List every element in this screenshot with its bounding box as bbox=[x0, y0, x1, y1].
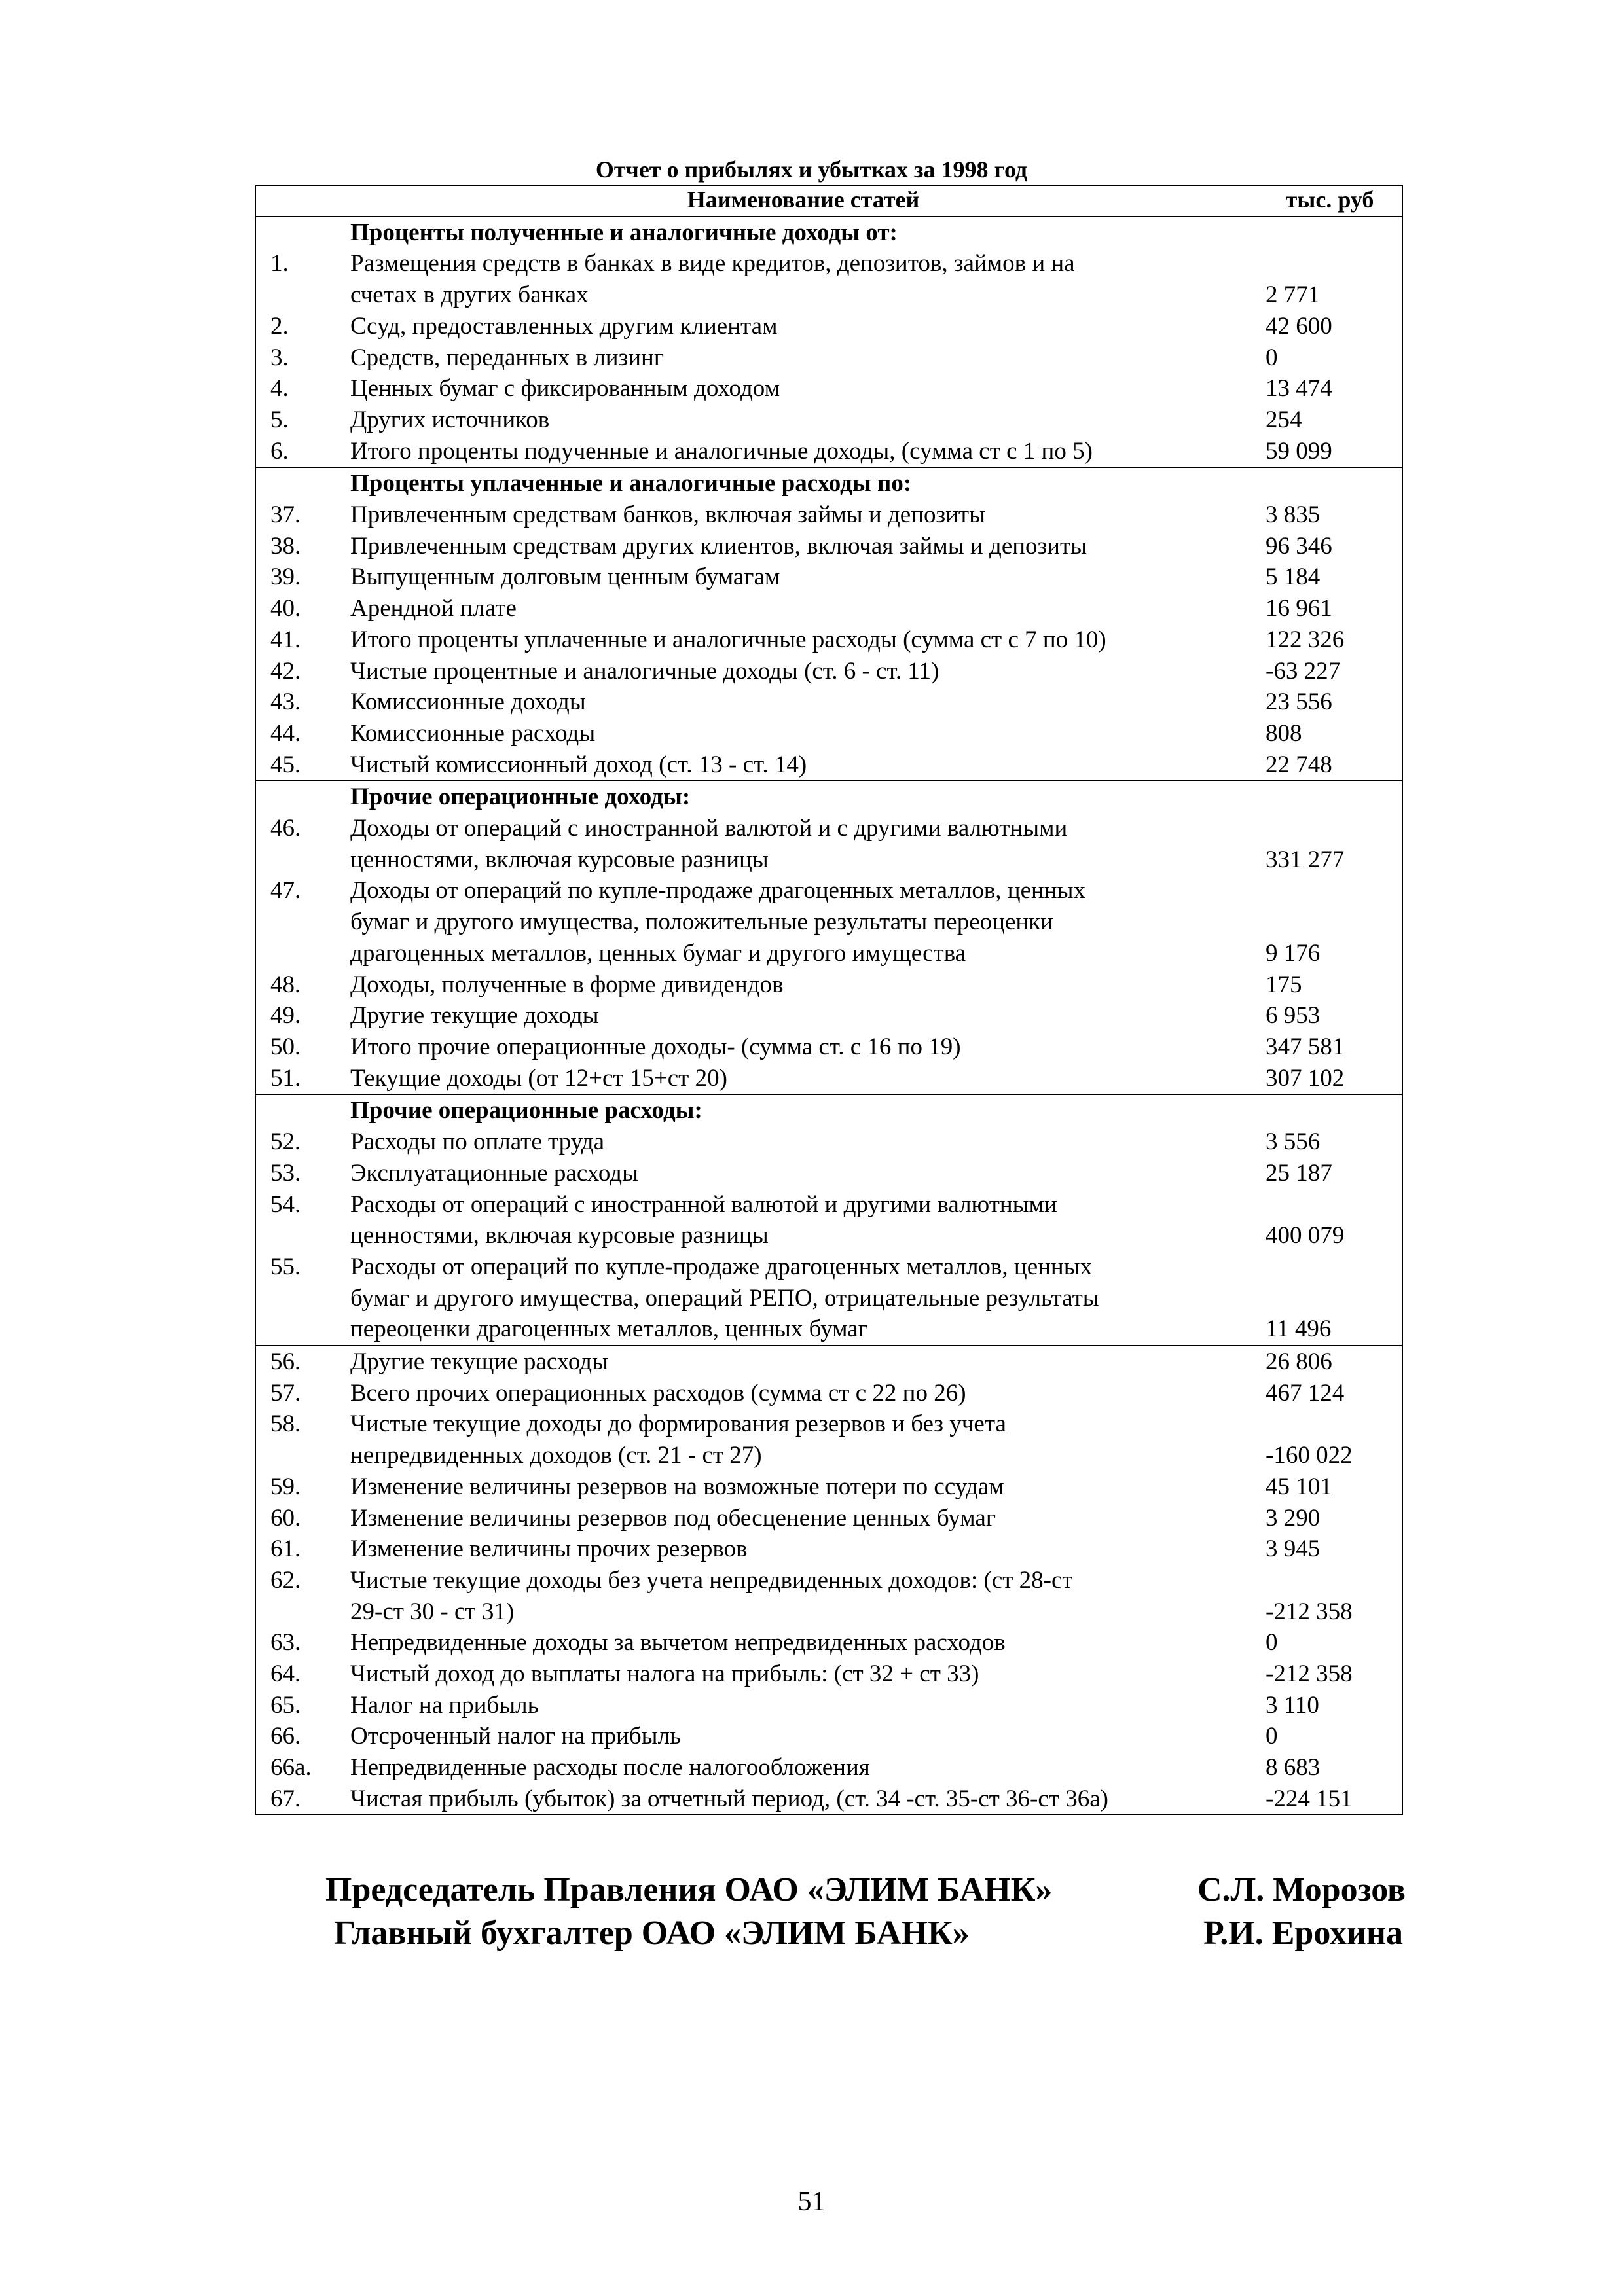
row-value: 254 bbox=[1266, 406, 1302, 433]
row-number: 52. bbox=[270, 1128, 301, 1156]
row-value: 467 124 bbox=[1266, 1379, 1345, 1407]
page-number: 51 bbox=[797, 2187, 826, 2217]
row-number: 58. bbox=[270, 1410, 301, 1438]
profit-loss-table bbox=[255, 185, 1403, 1815]
row-number bbox=[255, 1314, 350, 1346]
row-name: Чистые текущие доходы без учета непредвиденных доходов: (ст 28-ст bbox=[350, 1566, 1073, 1594]
table-row bbox=[255, 1346, 1403, 1378]
row-number: 45. bbox=[270, 751, 301, 778]
row-name: Других источников bbox=[350, 406, 550, 433]
row-name: Выпущенным долговым ценным бумагам bbox=[350, 564, 780, 591]
table-row bbox=[255, 1440, 1403, 1471]
row-name: Ценных бумаг с фиксированным доходом bbox=[350, 375, 780, 403]
row-number: 67. bbox=[270, 1785, 301, 1812]
row-number: 6. bbox=[270, 437, 289, 465]
row-name: Средств, переданных в лизинг bbox=[350, 344, 664, 371]
row-number bbox=[255, 1220, 350, 1251]
row-value: 3 835 bbox=[1266, 501, 1321, 529]
row-name: бумаг и другого имущества, положительные результаты переоценки bbox=[350, 908, 1053, 936]
table-row bbox=[255, 1471, 1403, 1503]
row-number bbox=[255, 906, 350, 938]
table-row bbox=[255, 1158, 1403, 1189]
row-name: Отсроченный налог на прибыль bbox=[350, 1723, 681, 1750]
row-number: 55. bbox=[270, 1253, 301, 1280]
signature-accountant-name: Р.И. Ерохина bbox=[1203, 1914, 1403, 1952]
table-header-row bbox=[255, 185, 1403, 217]
row-value bbox=[1256, 217, 1403, 249]
row-value: 331 277 bbox=[1266, 846, 1345, 873]
table-row bbox=[255, 1220, 1403, 1251]
table-row bbox=[255, 593, 1403, 624]
row-value: 347 581 bbox=[1266, 1033, 1345, 1060]
row-value: 0 bbox=[1266, 344, 1278, 371]
row-name: Доходы от операций с иностранной валютой и с другими валютными bbox=[350, 815, 1068, 842]
row-value bbox=[1256, 781, 1403, 813]
row-number: 66а. bbox=[270, 1754, 312, 1782]
row-value: 8 683 bbox=[1266, 1754, 1321, 1782]
table-row bbox=[255, 656, 1403, 687]
row-value: 808 bbox=[1266, 719, 1302, 747]
row-name: Чистый комиссионный доход (ст. 13 - ст. 14) bbox=[350, 751, 807, 778]
table-row bbox=[255, 1784, 1403, 1815]
row-number: 49. bbox=[270, 1002, 301, 1030]
row-number: 40. bbox=[270, 595, 301, 622]
table-body bbox=[255, 217, 1403, 1815]
row-name: Изменение величины резервов под обесценение ценных бумаг bbox=[350, 1504, 996, 1532]
row-name: Изменение величины резервов на возможные потери по ссудам bbox=[350, 1473, 1004, 1500]
row-value: 307 102 bbox=[1266, 1064, 1345, 1092]
row-name: Другие текущие расходы bbox=[350, 1346, 1256, 1378]
row-name: Привлеченным средствам других клиентов, включая займы и депозиты bbox=[350, 532, 1087, 560]
row-name: Расходы по оплате труда bbox=[350, 1128, 605, 1156]
row-name: Эксплуатационные расходы bbox=[350, 1159, 638, 1187]
row-value bbox=[1256, 1189, 1403, 1221]
row-value: 23 556 bbox=[1266, 689, 1332, 716]
row-number: 48. bbox=[270, 971, 301, 998]
row-name: непредвиденных доходов (ст. 21 - ст 27) bbox=[350, 1442, 762, 1469]
row-number: 39. bbox=[270, 564, 301, 591]
row-value: 5 184 bbox=[1266, 564, 1321, 591]
row-value bbox=[1256, 1408, 1403, 1440]
row-name: 29-ст 30 - ст 31) bbox=[350, 1598, 515, 1625]
row-number: 47. bbox=[270, 877, 301, 905]
section-heading: Проценты уплаченные и аналогичные расходы по: bbox=[350, 467, 1256, 499]
row-name: Чистый доход до выплаты налога на прибыль: (ст 32 + ст 33) bbox=[350, 1660, 979, 1688]
row-name: Доходы от операций по купле-продаже драгоценных металлов, ценных bbox=[350, 877, 1085, 905]
row-name: Изменение величины прочих резервов bbox=[350, 1535, 748, 1563]
row-value bbox=[1256, 906, 1403, 938]
row-number: 41. bbox=[270, 626, 301, 653]
row-number bbox=[255, 217, 350, 249]
table-row bbox=[255, 718, 1403, 749]
table-row bbox=[255, 1408, 1403, 1440]
row-number: 51. bbox=[270, 1064, 301, 1092]
row-number: 64. bbox=[270, 1660, 301, 1688]
table-row bbox=[255, 1752, 1403, 1784]
row-name: ценностями, включая курсовые разницы bbox=[350, 1222, 769, 1249]
document-title: Отчет о прибылях и убытках за 1998 год bbox=[595, 156, 1028, 183]
row-value: 96 346 bbox=[1266, 532, 1332, 560]
table-row bbox=[255, 1503, 1403, 1534]
header-value: тыс. руб bbox=[1256, 185, 1403, 217]
row-name: Ссуд, предоставленных другим клиентам bbox=[350, 312, 778, 340]
row-value: 400 079 bbox=[1266, 1222, 1345, 1249]
row-name: Налог на прибыль bbox=[350, 1691, 539, 1719]
row-value: 45 101 bbox=[1266, 1473, 1332, 1500]
table-row bbox=[255, 1534, 1403, 1565]
row-name: Размещения средств в банках в виде кредитов, депозитов, займов и на bbox=[350, 250, 1075, 278]
row-value: 3 290 bbox=[1266, 1504, 1321, 1532]
table-row bbox=[255, 813, 1403, 844]
row-value bbox=[1256, 813, 1403, 844]
row-number: 62. bbox=[270, 1566, 301, 1594]
table-row bbox=[255, 1189, 1403, 1221]
row-number: 2. bbox=[270, 312, 289, 340]
row-name: Чистая прибыль (убыток) за отчетный период, (ст. 34 -ст. 35-ст 36-ст 36а) bbox=[350, 1785, 1108, 1812]
section-heading-row bbox=[255, 1094, 1403, 1126]
section-heading: Проценты полученные и аналогичные доходы от: bbox=[350, 219, 898, 246]
row-name: Расходы от операций с иностранной валютой и другими валютными bbox=[350, 1191, 1057, 1218]
row-name: бумаг и другого имущества, операций РЕПО, отрицательные результаты bbox=[350, 1284, 1099, 1312]
row-number bbox=[255, 1283, 350, 1314]
section-heading-row bbox=[255, 781, 1403, 813]
row-name: счетах в других банках bbox=[350, 281, 589, 309]
table-row bbox=[255, 311, 1403, 342]
table-row bbox=[255, 404, 1403, 436]
row-name: переоценки драгоценных металлов, ценных бумаг bbox=[350, 1316, 868, 1343]
row-number: 53. bbox=[270, 1159, 301, 1187]
row-name: Непредвиденные доходы за вычетом непредвиденных расходов bbox=[350, 1629, 1006, 1657]
table-row bbox=[255, 1283, 1403, 1314]
row-value bbox=[1256, 1094, 1403, 1126]
row-number: 65. bbox=[270, 1691, 301, 1719]
section-heading: Прочие операционные расходы: bbox=[350, 1094, 1256, 1126]
table-row bbox=[255, 499, 1403, 531]
table-row bbox=[255, 531, 1403, 562]
row-name: Непредвиденные расходы после налогообложения bbox=[350, 1754, 870, 1782]
row-number: 66. bbox=[270, 1723, 301, 1750]
table-row bbox=[255, 1031, 1403, 1063]
row-number: 44. bbox=[270, 719, 301, 747]
row-value: 2 771 bbox=[1266, 281, 1321, 309]
row-value: 26 806 bbox=[1256, 1346, 1403, 1378]
row-name: драгоценных металлов, ценных бумаг и другого имущества bbox=[350, 939, 966, 967]
row-number bbox=[255, 1596, 350, 1628]
row-value bbox=[1256, 875, 1403, 906]
table-row bbox=[255, 248, 1403, 279]
row-number: 56. bbox=[255, 1346, 350, 1378]
table-row bbox=[255, 1596, 1403, 1628]
row-number: 50. bbox=[270, 1033, 301, 1060]
table-row bbox=[255, 969, 1403, 1001]
row-name: Всего прочих операционных расходов (сумма ст с 22 по 26) bbox=[350, 1379, 966, 1407]
row-value: 122 326 bbox=[1266, 626, 1345, 653]
row-value: -224 151 bbox=[1266, 1785, 1353, 1812]
table-row bbox=[255, 1314, 1403, 1346]
table-row bbox=[255, 342, 1403, 374]
signature-chairman-position: Председатель Правления ОАО «ЭЛИМ БАНК» bbox=[325, 1871, 1053, 1909]
table-row bbox=[255, 875, 1403, 906]
row-name: Расходы от операций по купле-продаже драгоценных металлов, ценных bbox=[350, 1253, 1093, 1280]
row-value bbox=[1256, 467, 1403, 499]
table-row bbox=[255, 1721, 1403, 1752]
row-number: 43. bbox=[270, 689, 301, 716]
row-name: Итого проценты подученные и аналогичные доходы, (сумма ст с 1 по 5) bbox=[350, 437, 1093, 465]
table-row bbox=[255, 1659, 1403, 1690]
table-row bbox=[255, 562, 1403, 593]
row-value: 0 bbox=[1266, 1629, 1278, 1657]
row-name: Итого прочие операционные доходы- (сумма ст. с 16 по 19) bbox=[350, 1033, 961, 1060]
row-number: 4. bbox=[270, 375, 289, 403]
row-name: Привлеченным средствам банков, включая займы и депозиты bbox=[350, 501, 985, 529]
row-value: 22 748 bbox=[1266, 751, 1332, 778]
row-value bbox=[1256, 1251, 1403, 1283]
table-row bbox=[255, 906, 1403, 938]
row-value: 11 496 bbox=[1266, 1316, 1332, 1343]
row-number: 1. bbox=[270, 250, 289, 278]
row-value bbox=[1256, 1565, 1403, 1596]
table-row bbox=[255, 1627, 1403, 1659]
row-number bbox=[255, 844, 350, 876]
row-value: -212 358 bbox=[1266, 1660, 1353, 1688]
table-row bbox=[255, 436, 1403, 468]
section-heading: Прочие операционные доходы: bbox=[350, 781, 1256, 813]
table-row bbox=[255, 1063, 1403, 1095]
table-row bbox=[255, 844, 1403, 876]
row-value bbox=[1256, 1283, 1403, 1314]
table-row bbox=[255, 279, 1403, 311]
row-number: 42. bbox=[270, 657, 301, 685]
row-number bbox=[255, 938, 350, 969]
row-name: Другие текущие доходы bbox=[350, 1002, 599, 1030]
row-number bbox=[255, 467, 350, 499]
row-value: 6 953 bbox=[1266, 1002, 1321, 1030]
row-number bbox=[255, 1094, 350, 1126]
table-row bbox=[255, 624, 1403, 656]
row-number: 37. bbox=[270, 501, 301, 529]
table-row bbox=[255, 1251, 1403, 1283]
row-name: Чистые текущие доходы до формирования резервов и без учета bbox=[350, 1410, 1006, 1438]
row-name: Чистые процентные и аналогичные доходы (ст. 6 - ст. 11) bbox=[350, 657, 939, 685]
table-row bbox=[255, 749, 1403, 781]
row-value: 9 176 bbox=[1266, 939, 1321, 967]
table-row bbox=[255, 373, 1403, 404]
table-row bbox=[255, 1565, 1403, 1596]
row-name: Комиссионные расходы bbox=[350, 719, 596, 747]
row-value: 16 961 bbox=[1266, 595, 1332, 622]
header-name: Наименование статей bbox=[350, 185, 1256, 217]
row-value: -63 227 bbox=[1266, 657, 1341, 685]
row-name: Итого проценты уплаченные и аналогичные расходы (сумма ст с 7 по 10) bbox=[350, 626, 1106, 653]
row-number: 60. bbox=[270, 1504, 301, 1532]
table-row bbox=[255, 938, 1403, 969]
table-row bbox=[255, 1126, 1403, 1158]
table-row bbox=[255, 1378, 1403, 1409]
row-name: Комиссионные доходы bbox=[350, 689, 586, 716]
row-value: 59 099 bbox=[1266, 437, 1332, 465]
header-number-cell bbox=[255, 185, 350, 217]
table-row bbox=[255, 687, 1403, 718]
row-value bbox=[1256, 248, 1403, 279]
row-number: 57. bbox=[270, 1379, 301, 1407]
row-value: 3 945 bbox=[1266, 1535, 1321, 1563]
row-name: Доходы, полученные в форме дивидендов bbox=[350, 971, 784, 998]
row-number: 46. bbox=[270, 815, 301, 842]
row-value: 0 bbox=[1266, 1723, 1278, 1750]
table-row bbox=[255, 1690, 1403, 1721]
row-number: 38. bbox=[270, 532, 301, 560]
row-value: 42 600 bbox=[1266, 312, 1332, 340]
row-value: 3 110 bbox=[1266, 1691, 1319, 1719]
row-number bbox=[255, 1440, 350, 1471]
row-value: -212 358 bbox=[1266, 1598, 1353, 1625]
row-value: 13 474 bbox=[1266, 375, 1332, 403]
row-value: 25 187 bbox=[1266, 1159, 1332, 1187]
row-value: 3 556 bbox=[1266, 1128, 1321, 1156]
row-name: ценностями, включая курсовые разницы bbox=[350, 846, 769, 873]
row-number: 59. bbox=[270, 1473, 301, 1500]
row-value: 175 bbox=[1266, 971, 1302, 998]
section-heading-row bbox=[255, 467, 1403, 499]
section-heading-row bbox=[255, 217, 1403, 249]
row-number bbox=[255, 279, 350, 311]
signature-chairman-name: С.Л. Морозов bbox=[1197, 1871, 1406, 1909]
row-name: Арендной плате bbox=[350, 595, 517, 622]
row-number: 3. bbox=[270, 344, 289, 371]
row-number: 61. bbox=[270, 1535, 301, 1563]
signature-accountant-position: Главный бухгалтер ОАО «ЭЛИМ БАНК» bbox=[334, 1914, 970, 1952]
row-number: 54. bbox=[270, 1191, 301, 1218]
row-number: 63. bbox=[270, 1629, 301, 1657]
row-name: Текущие доходы (от 12+ст 15+ст 20) bbox=[350, 1064, 727, 1092]
table-row bbox=[255, 1000, 1403, 1031]
row-number: 5. bbox=[270, 406, 289, 433]
row-value: -160 022 bbox=[1266, 1442, 1353, 1469]
row-number bbox=[255, 781, 350, 813]
